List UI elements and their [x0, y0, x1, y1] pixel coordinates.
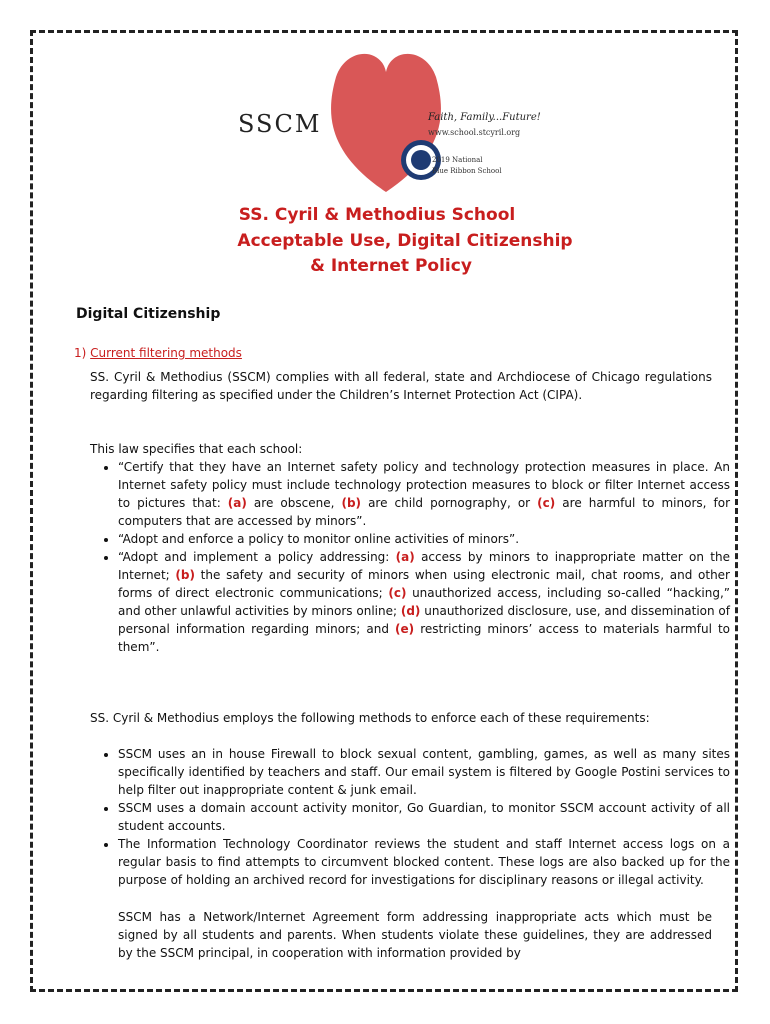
list-item: • “Adopt and implement a policy addressing: (a) access by minors to inappropriate matter on the Internet; (b) the safety and security of minors when using electronic mail, chat rooms, and other forms of direct electronic communications; (c) unauthorized access, including so-called “hacking,” and other unlawful activities by minors online; (d) unauthorized disclosure, use, and dissemination of personal information regarding minors; and (e) restricting minors’ access to materials harmful to them”. [118, 548, 730, 656]
methods-list [100, 745, 730, 889]
title-line-1: SS. Cyril & Methodius School [238, 205, 516, 225]
title-line-3: & Internet Policy [310, 256, 472, 276]
paragraph-law-intro: This law specifies that each school: [90, 442, 303, 456]
list-item: • SSCM uses an in house Firewall to block sexual content, gambling, games, as well as many sites specifically identified by teachers and staff. Our email system is filtered by Google Postini services to help filter out inappropriate content & junk email. [118, 745, 730, 799]
law-requirements-list [100, 458, 730, 656]
section-heading: Digital Citizenship [76, 306, 221, 322]
subsection-heading [74, 346, 242, 360]
logo-tagline: Faith, Family...Future! [428, 112, 541, 123]
subsection-number: 1) [74, 346, 87, 360]
list-item: • The Information Technology Coordinator reviews the student and staff Internet access logs on a regular basis to find attempts to circumvent blocked content. These logs are also backed up for the purpose of holding an archived record for investigations for disciplinary reasons or illegal activity. [118, 835, 730, 889]
award-line-1: 2019 National [432, 156, 483, 164]
list-item: • SSCM uses a domain account activity monitor, Go Guardian, to monitor SSCM account activity of all student accounts. [118, 799, 730, 835]
award-line-2: Blue Ribbon School [432, 167, 502, 175]
subsection-label: Current filtering methods [90, 346, 242, 360]
paragraph-methods-intro: SS. Cyril & Methodius employs the following methods to enforce each of these requirements: [90, 711, 650, 725]
title-line-2: Acceptable Use, Digital Citizenship [237, 231, 573, 251]
list-item: • “Adopt and enforce a policy to monitor online activities of minors”. [118, 530, 730, 548]
paragraph-cipa: SS. Cyril & Methodius (SSCM) complies with all federal, state and Archdiocese of Chicago regulations regarding filtering as specified under the Children’s Internet Protection Act (CIPA). [90, 370, 712, 402]
logo-text: SSCM [238, 110, 322, 138]
logo-url: www.school.stcyril.org [428, 128, 521, 137]
list-item: • “Certify that they have an Internet safety policy and technology protection measures in place. An Internet safety policy must include technology protection measures to block or filter Internet access to pictures that: (a) are obscene, (b) are child pornography, or (c) are harmful to minors, for computers that are accessed by minors”. [118, 458, 730, 530]
paragraph-network-agreement: SSCM has a Network/Internet Agreement form addressing inappropriate acts which must be signed by all students and parents. When students violate these guidelines, they are addressed by the SSCM principal, in cooperation with information provided by [118, 910, 712, 960]
